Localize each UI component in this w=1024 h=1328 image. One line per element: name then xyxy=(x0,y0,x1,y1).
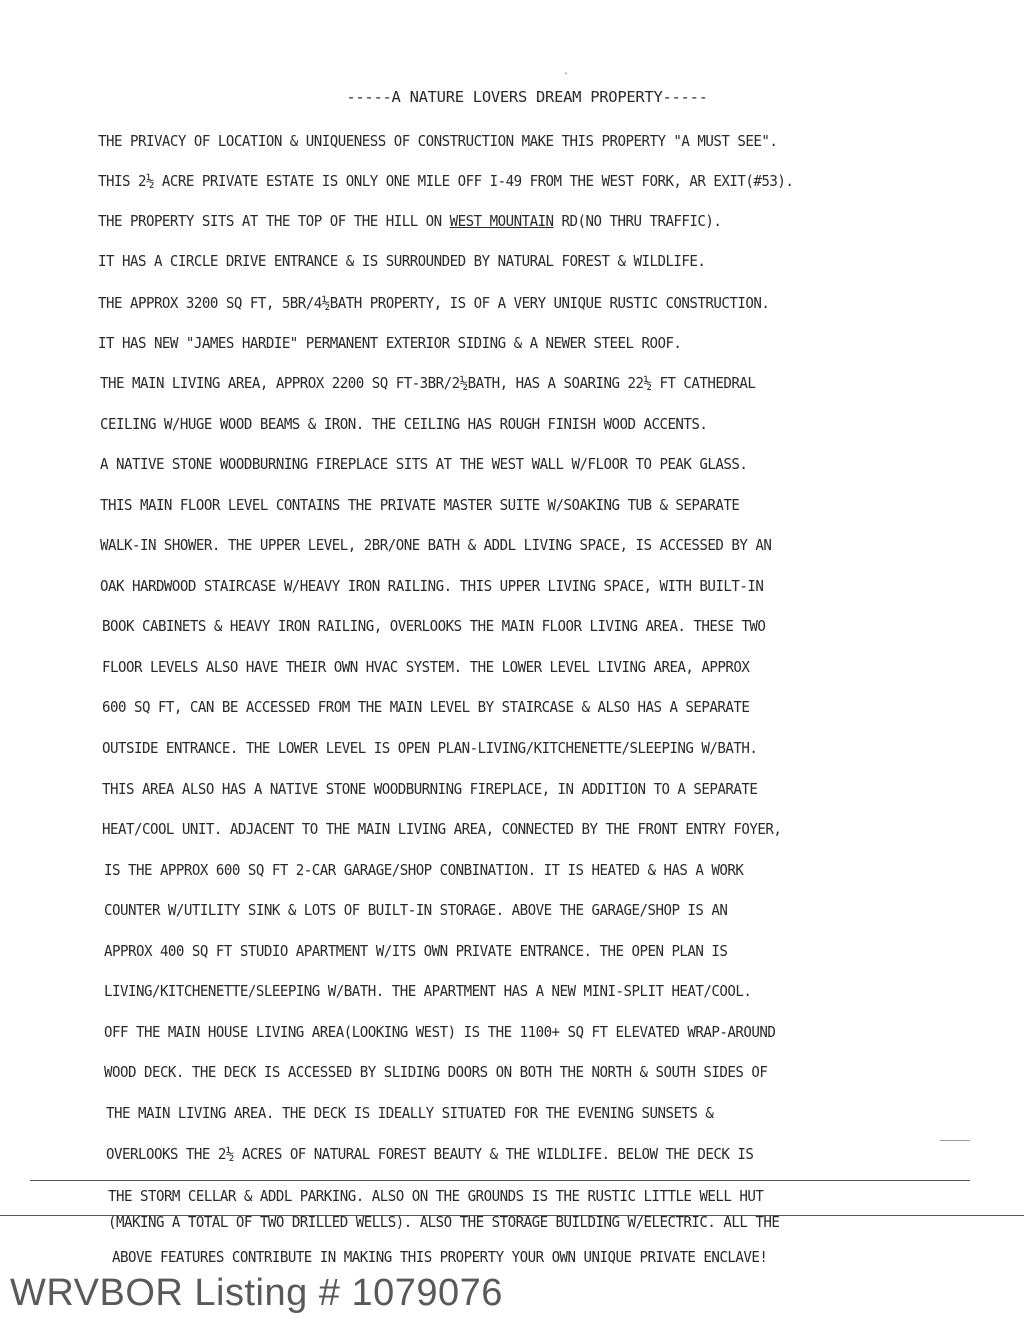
body-line-24: WOOD DECK. THE DECK IS ACCESSED BY SLIDING DOORS ON BOTH THE NORTH & SOUTH SIDES OF xyxy=(104,1063,768,1081)
body-line-2: THIS 2½ ACRE PRIVATE ESTATE IS ONLY ONE MILE OFF I-49 FROM THE WEST FORK, AR EXIT(#53). xyxy=(98,172,794,190)
body-line-5: THE APPROX 3200 SQ FT, 5BR/4½BATH PROPERTY, IS OF A VERY UNIQUE RUSTIC CONSTRUCTION. xyxy=(98,294,770,312)
body-line-10: THIS MAIN FLOOR LEVEL CONTAINS THE PRIVATE MASTER SUITE W/SOAKING TUB & SEPARATE xyxy=(100,496,740,514)
body-line-7: THE MAIN LIVING AREA, APPROX 2200 SQ FT-3BR/2½BATH, HAS A SOARING 22½ FT CATHEDRAL xyxy=(100,374,756,392)
body-line-26: OVERLOOKS THE 2½ ACRES OF NATURAL FOREST BEAUTY & THE WILDLIFE. BELOW THE DECK IS xyxy=(106,1145,754,1163)
body-line-28: (MAKING A TOTAL OF TWO DRILLED WELLS). ALSO THE STORAGE BUILDING W/ELECTRIC. ALL THE xyxy=(108,1213,780,1231)
body-line-13: BOOK CABINETS & HEAVY IRON RAILING, OVERLOOKS THE MAIN FLOOR LIVING AREA. THESE TWO xyxy=(102,617,766,635)
body-line-9: A NATIVE STONE WOODBURNING FIREPLACE SITS AT THE WEST WALL W/FLOOR TO PEAK GLASS. xyxy=(100,455,748,473)
listing-number-label: WRVBOR Listing # 1079076 xyxy=(10,1272,503,1314)
body-line-4: IT HAS A CIRCLE DRIVE ENTRANCE & IS SURROUNDED BY NATURAL FOREST & WILDLIFE. xyxy=(98,252,706,270)
body-line-11: WALK-IN SHOWER. THE UPPER LEVEL, 2BR/ONE BATH & ADDL LIVING SPACE, IS ACCESSED BY AN xyxy=(100,536,772,554)
body-line-3-start: THE PROPERTY SITS AT THE TOP OF THE HILL ON xyxy=(98,212,442,230)
body-line-3 xyxy=(98,212,721,230)
body-line-6: IT HAS NEW "JAMES HARDIE" PERMANENT EXTERIOR SIDING & A NEWER STEEL ROOF. xyxy=(98,334,682,352)
body-line-18: HEAT/COOL UNIT. ADJACENT TO THE MAIN LIVING AREA, CONNECTED BY THE FRONT ENTRY FOYER, xyxy=(102,820,782,838)
body-line-15: 600 SQ FT, CAN BE ACCESSED FROM THE MAIN LEVEL BY STAIRCASE & ALSO HAS A SEPARATE xyxy=(102,698,750,716)
body-line-22: LIVING/KITCHENETTE/SLEEPING W/BATH. THE APARTMENT HAS A NEW MINI-SPLIT HEAT/COOL. xyxy=(104,982,752,1000)
body-line-19: IS THE APPROX 600 SQ FT 2-CAR GARAGE/SHOP CONBINATION. IT IS HEATED & HAS A WORK xyxy=(104,861,744,879)
scan-speck: . xyxy=(563,66,570,77)
fold-line-top xyxy=(30,1180,970,1181)
body-line-25: THE MAIN LIVING AREA. THE DECK IS IDEALLY SITUATED FOR THE EVENING SUNSETS & xyxy=(106,1104,714,1122)
body-line-14: FLOOR LEVELS ALSO HAVE THEIR OWN HVAC SYSTEM. THE LOWER LEVEL LIVING AREA, APPROX xyxy=(102,658,750,676)
street-name: WEST MOUNTAIN xyxy=(449,212,554,230)
body-line-12: OAK HARDWOOD STAIRCASE W/HEAVY IRON RAILING. THIS UPPER LIVING SPACE, WITH BUILT-IN xyxy=(100,577,764,595)
fold-line-fragment xyxy=(940,1140,970,1141)
body-line-27: THE STORM CELLAR & ADDL PARKING. ALSO ON THE GROUNDS IS THE RUSTIC LITTLE WELL HUT xyxy=(108,1187,764,1205)
body-line-8: CEILING W/HUGE WOOD BEAMS & IRON. THE CEILING HAS ROUGH FINISH WOOD ACCENTS. xyxy=(100,415,708,433)
body-line-23: OFF THE MAIN HOUSE LIVING AREA(LOOKING WEST) IS THE 1100+ SQ FT ELEVATED WRAP-AROUND xyxy=(104,1023,776,1041)
body-line-1: THE PRIVACY OF LOCATION & UNIQUENESS OF CONSTRUCTION MAKE THIS PROPERTY "A MUST SEE". xyxy=(98,132,778,150)
body-line-20: COUNTER W/UTILITY SINK & LOTS OF BUILT-IN STORAGE. ABOVE THE GARAGE/SHOP IS AN xyxy=(104,901,728,919)
body-line-16: OUTSIDE ENTRANCE. THE LOWER LEVEL IS OPEN PLAN-LIVING/KITCHENETTE/SLEEPING W/BATH. xyxy=(102,739,758,757)
body-line-29: ABOVE FEATURES CONTRIBUTE IN MAKING THIS PROPERTY YOUR OWN UNIQUE PRIVATE ENCLAVE! xyxy=(112,1248,768,1266)
document-title: -----A NATURE LOVERS DREAM PROPERTY----- xyxy=(346,88,708,106)
body-line-17: THIS AREA ALSO HAS A NATIVE STONE WOODBURNING FIREPLACE, IN ADDITION TO A SEPARATE xyxy=(102,780,758,798)
body-line-3-end: RD(NO THRU TRAFFIC). xyxy=(561,212,722,230)
body-line-21: APPROX 400 SQ FT STUDIO APARTMENT W/ITS OWN PRIVATE ENTRANCE. THE OPEN PLAN IS xyxy=(104,942,728,960)
